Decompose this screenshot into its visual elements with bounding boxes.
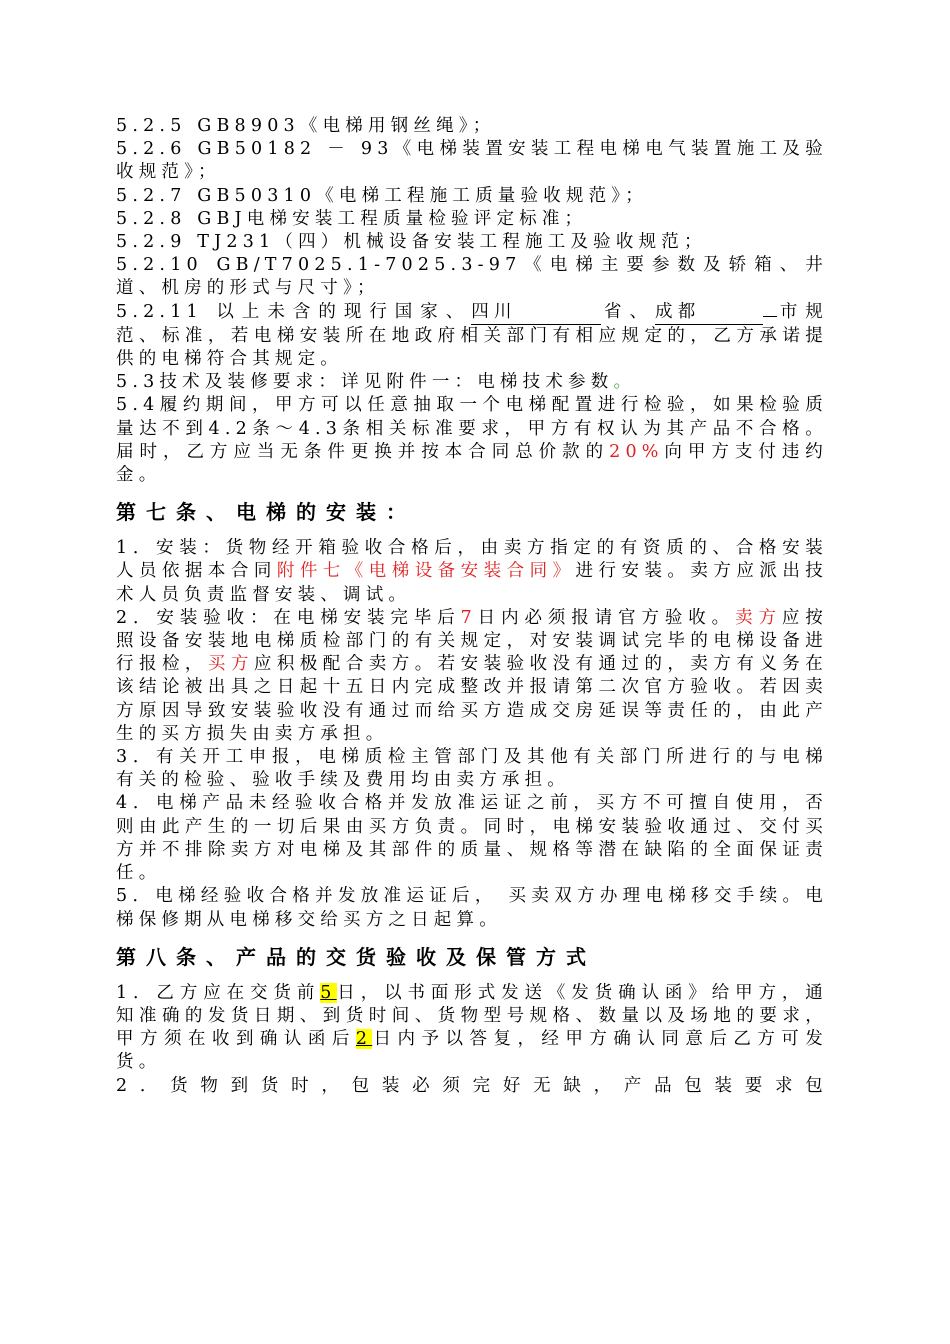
article-8-item-1 — [116, 982, 828, 1075]
a7-p2-text-d: 应积极配合卖方。若安装验收没有通过的，卖方有义务在该结论被出具之日起十五日内完成整改并报请第二次官方验收。若因卖方原因导致安装验收没有通过而给买方造成交房延误等责任的，由此产生的买方损失由卖方承担。 — [116, 654, 828, 744]
clause-5-3-period: 。 — [613, 372, 637, 393]
article-8-heading: 第八条、产品的交货验收及保管方式 — [116, 944, 596, 969]
a7-p2-text-c: 应按照设备安装地电梯质检部门的有关规定，对安装调试完毕的电梯设备进行报检， — [116, 607, 829, 675]
underline-mark — [763, 302, 777, 317]
clause-5-2-9: 5.2.9 TJ231（四）机械设备安装工程施工及验收规范； — [116, 232, 707, 253]
clause-5-2-8: 5.2.8 GBJ电梯安装工程质量检验评定标准； — [116, 208, 588, 229]
article-7-item-4: 4．电梯产品未经验收合格并发放准运证之前，买方不可擅自使用，否则由此产生的一切后果由买方负责。同时，电梯安装验收通过、交付买方并不排除卖方对电梯及其部件的质量、规格等潜在缺陷的全面保证责任。 — [116, 793, 828, 884]
clause-5-3 — [116, 371, 828, 394]
a7-p2-days: 7 — [460, 607, 477, 628]
a8-p1-days-highlight-1: 5 — [320, 982, 337, 1003]
a7-p2-buyer: 买方 — [207, 654, 254, 675]
clause-5-2-11-text-c: 市规范、标准，若电梯安装所在地政府相关部门有相应规定的，乙方承诺提供的电梯符合其规定。 — [116, 301, 829, 370]
a7-p2-text-a: 2．安装验收：在电梯安装完毕后 — [116, 607, 461, 628]
province-blank: 四川 — [471, 301, 601, 325]
contract-page — [116, 115, 828, 1098]
clause-5-3-text: 5.3技术及装修要求：详见附件一：电梯技术参数 — [116, 372, 614, 393]
clause-5-2-11-text-b: 省、 — [601, 301, 656, 322]
city-blank: 成都 — [655, 301, 763, 325]
article-8-item-2: 2．货物到货时，包装必须完好无缺，产品包装要求包 — [116, 1075, 828, 1096]
a7-p1-text-a: 1．安装：货物经开箱验收合格后，由卖方指定的有资质的、合格安装人员依据本合同 — [116, 538, 828, 582]
a8-p1-text-a: 1．乙方应在交货前 — [116, 982, 321, 1003]
clause-5-4-text-a: 5.4履约期间，甲方可以任意抽取一个电梯配置进行检验，如果检验质量达不到4.2条～4.3条相关标准要求，甲方有权认为其产品不合格。届时，乙方应当无条件更换并按本合同总价款的 — [116, 395, 828, 462]
a7-p2-text-b: 日内必须报请官方验收。 — [476, 607, 736, 628]
a8-p1-text-c: 日内予以答复，经甲方确认同意后乙方可发货。 — [116, 1029, 828, 1073]
article-7-heading: 第七条、电梯的安装： — [116, 500, 416, 525]
penalty-percent: 20% — [609, 441, 664, 462]
clause-5-2-11-text-a: 5.2.11 以上未含的现行国家、 — [116, 301, 472, 322]
clause-5-2-7: 5.2.7 GB50310《电梯工程施工质量验收规范》； — [116, 185, 648, 206]
a7-p1-text-b: 进行安装。卖方应派出技术人员负责监督安装、调试。 — [116, 561, 828, 605]
clause-5-4 — [116, 394, 828, 487]
article-7-item-3: 3．有关开工申报，电梯质检主管部门及其他有关部门所进行的与电梯有关的检验、验收手续及费用均由卖方承担。 — [116, 747, 828, 791]
clause-5-2-11 — [116, 301, 828, 372]
article-7-item-2 — [116, 607, 828, 746]
clause-5-2-6: 5.2.6 GB50182 － 93《电梯装置安装工程电梯电气装置施工及验收规范》； — [116, 139, 828, 183]
article-7-item-1 — [116, 537, 828, 607]
clause-5-2-5: 5.2.5 GB8903《电梯用钢丝绳》； — [116, 116, 496, 136]
a8-p1-text-b: 日，以书面形式发送《发货确认函》给甲方，通知准确的发货日期、到货时间、货物型号规格、数量以及场地的要求，甲方须在收到确认函后 — [116, 982, 829, 1050]
a7-p1-reference: 附件七《电梯设备安装合同》 — [276, 561, 576, 582]
a8-p1-days-highlight-2: 2 — [355, 1029, 373, 1050]
clause-5-4-text-b: 向甲方支付违约金。 — [116, 441, 828, 486]
clause-5-2-10: 5.2.10 GB/T7025.1-7025.3-97《电梯主要参数及轿箱、井道、机房的形式与尺寸》； — [116, 255, 828, 299]
a7-p2-seller: 卖方 — [735, 607, 782, 628]
article-7-item-5: 5．电梯经验收合格并发放准运证后， 买卖双方办理电梯移交手续。电梯保修期从电梯移交给买方之日起算。 — [116, 886, 828, 930]
